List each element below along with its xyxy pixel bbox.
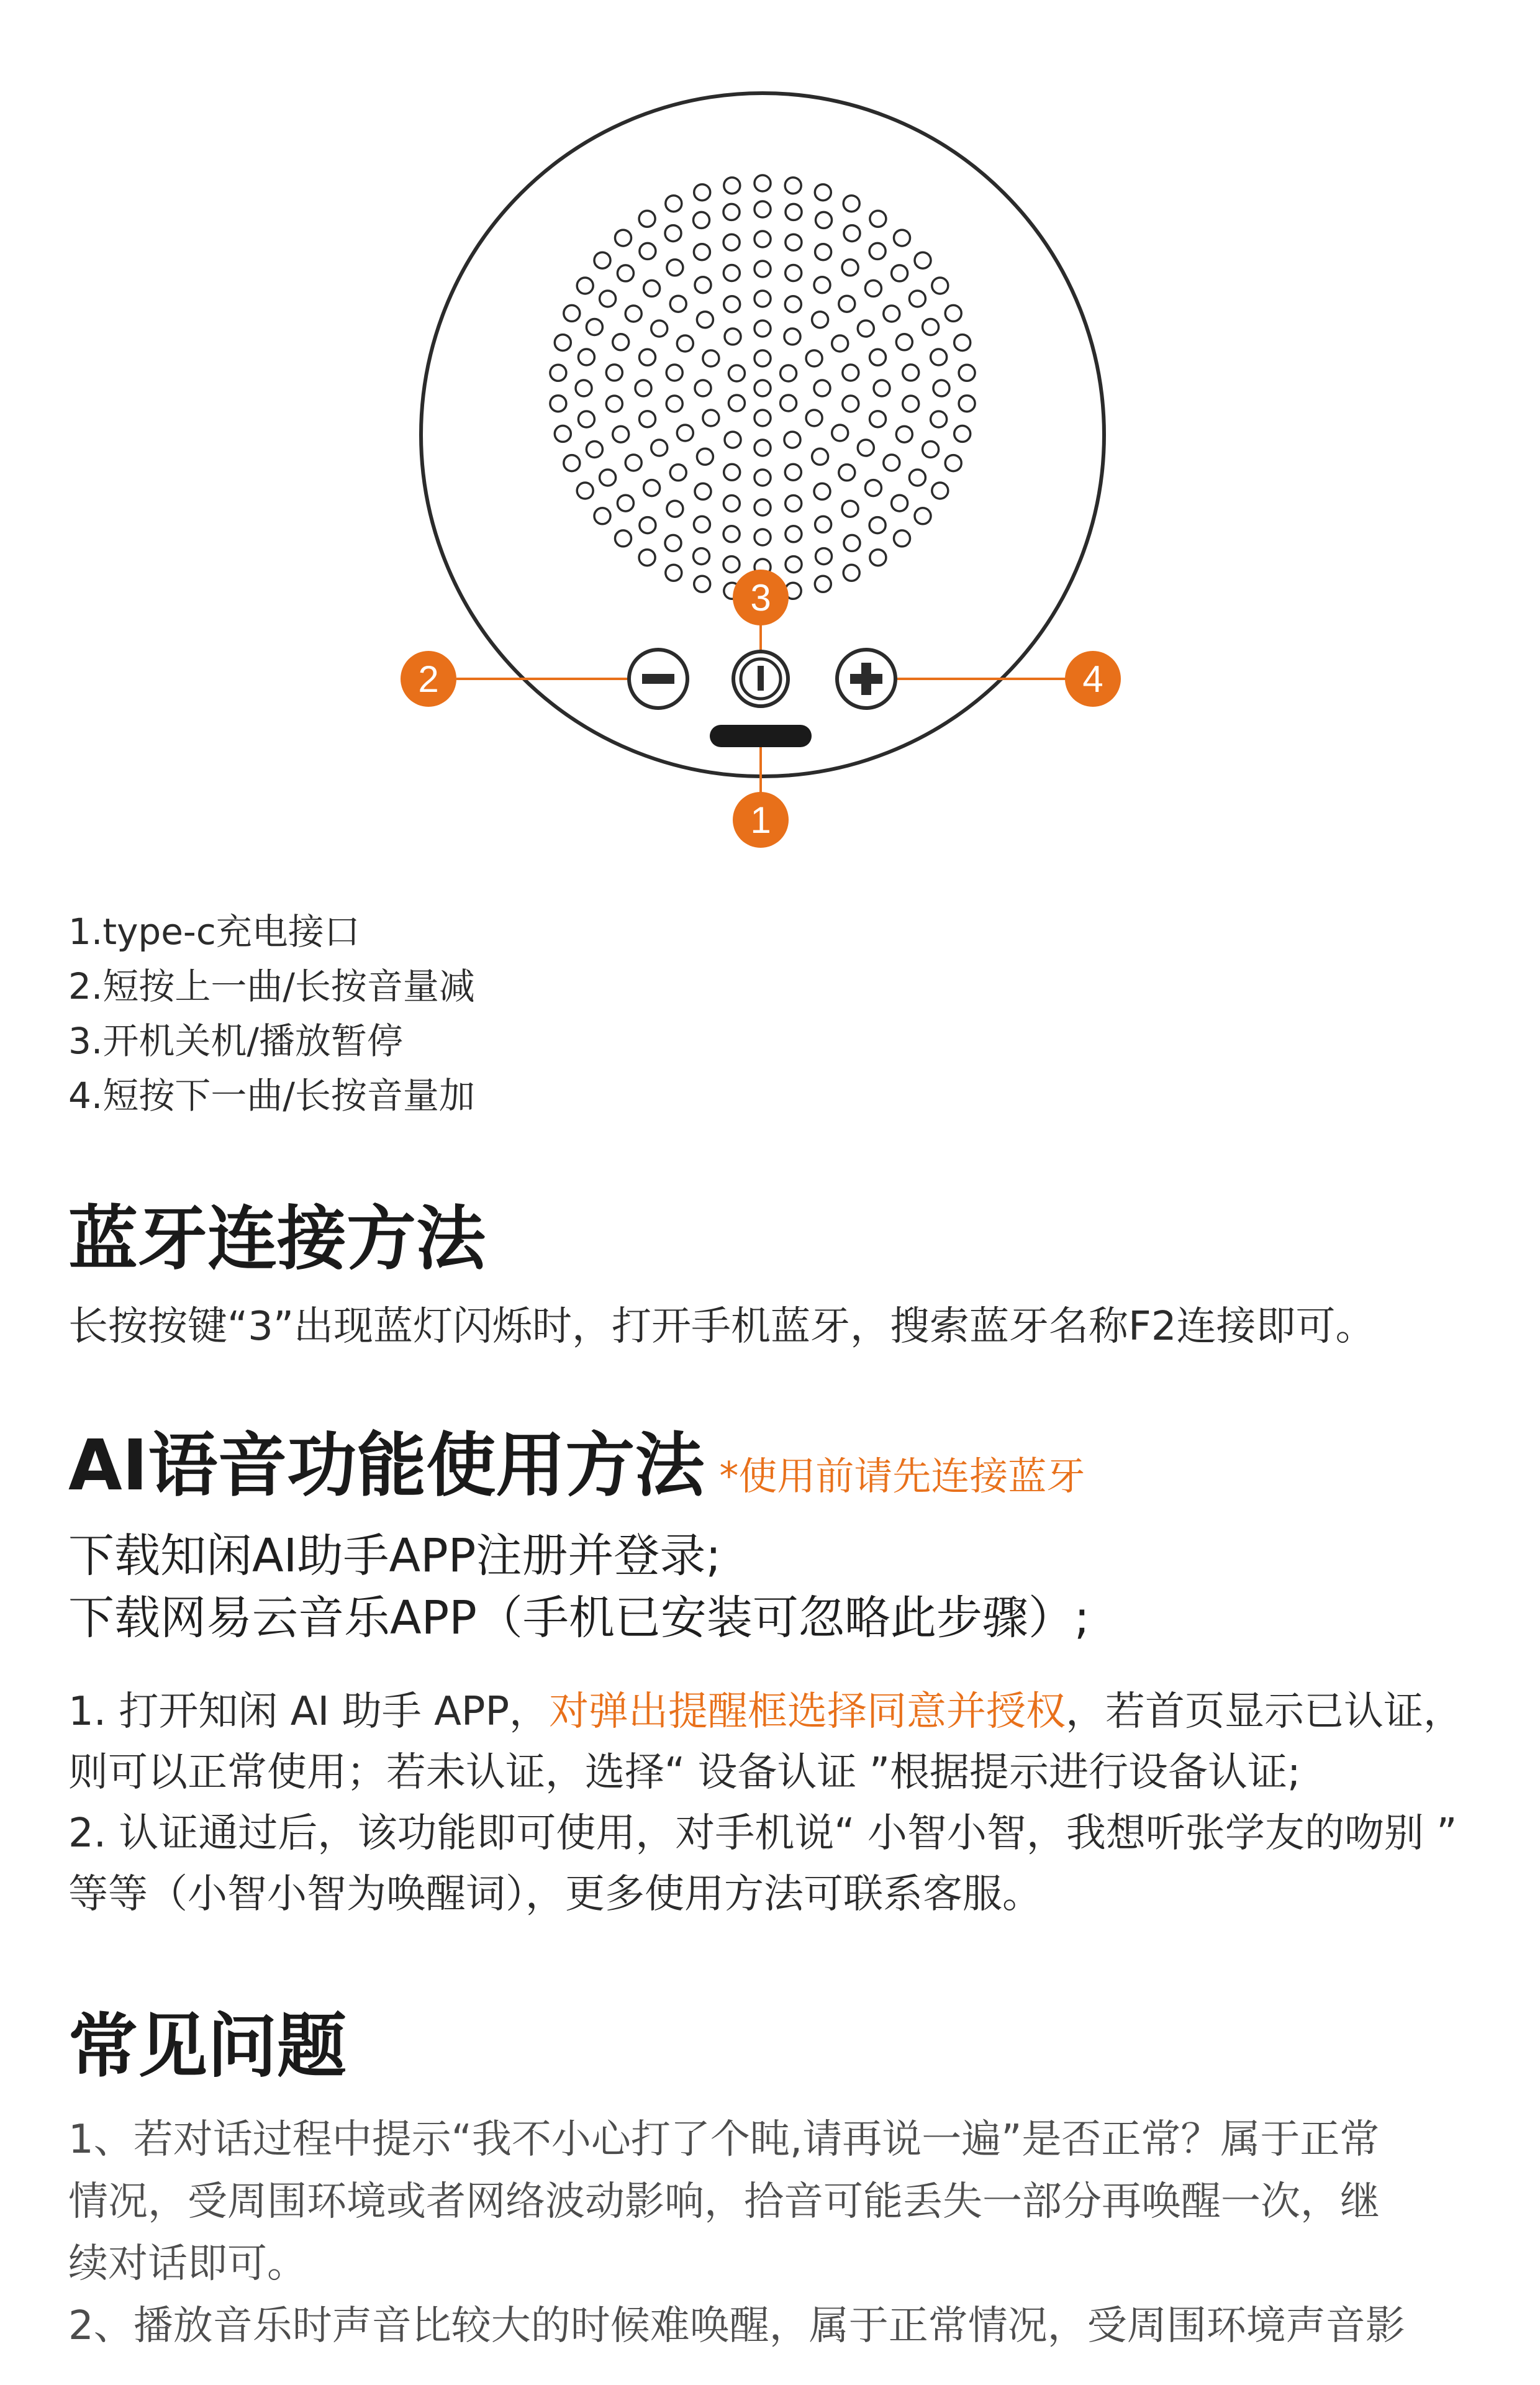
speaker-grille (550, 175, 975, 601)
faq-title: 常见问题 (68, 2006, 346, 2087)
grille-hole (670, 296, 686, 312)
grille-hole (639, 550, 655, 566)
minus-button[interactable] (629, 650, 687, 708)
faq-line-3: 续对话即可。 (68, 2241, 307, 2287)
grille-hole (754, 175, 771, 191)
grille-hole (600, 291, 616, 307)
grille-hole (667, 501, 683, 517)
grille-hole (625, 455, 641, 471)
grille-hole (613, 426, 629, 442)
grille-hole (724, 178, 740, 194)
grille-hole (785, 296, 801, 312)
grille-hole (644, 280, 660, 296)
grille-hole (915, 252, 931, 268)
grille-hole (870, 550, 886, 566)
grille-hole (786, 556, 802, 573)
grille-hole (578, 349, 594, 365)
callout-badge-1 (733, 792, 789, 848)
grille-hole (869, 243, 886, 259)
ai-step1-prefix: 1. 打开知闲 AI 助手 APP， (68, 1689, 550, 1735)
grille-hole (832, 335, 848, 352)
grille-hole (754, 529, 771, 545)
grille-hole (697, 448, 713, 465)
grille-hole (954, 335, 971, 351)
grille-hole (959, 365, 975, 381)
grille-hole (754, 261, 771, 277)
grille-hole (786, 234, 802, 250)
grille-hole (555, 425, 571, 442)
grille-hole (617, 265, 633, 281)
legend-item-3: 3.开机关机/播放暂停 (68, 1020, 403, 1062)
callout-badge-3 (733, 570, 789, 625)
grille-hole (754, 470, 771, 486)
grille-hole (959, 396, 975, 412)
speaker-diagram (0, 0, 1540, 882)
grille-hole (870, 349, 886, 365)
grille-hole (923, 442, 939, 458)
grille-hole (816, 548, 832, 565)
grille-hole (695, 277, 711, 293)
grille-hole (600, 470, 616, 486)
grille-hole (784, 432, 800, 448)
bluetooth-text: 长按按键“3”出现蓝灯闪烁时，打开手机蓝牙，搜索蓝牙名称F2连接即可。 (68, 1304, 1375, 1350)
grille-hole (814, 483, 830, 499)
ai-title-heading (68, 1422, 1085, 1520)
grille-hole (550, 365, 566, 381)
grille-hole (839, 465, 855, 481)
grille-hole (723, 526, 740, 542)
ai-note: *使用前请先连接蓝牙 (719, 1453, 1085, 1499)
callout-label-3: 3 (750, 577, 771, 619)
grille-hole (594, 508, 610, 524)
grille-hole (843, 565, 859, 581)
grille-hole (640, 243, 656, 259)
grille-hole (869, 517, 886, 534)
grille-hole (625, 306, 641, 322)
grille-hole (677, 425, 693, 441)
grille-hole (932, 278, 948, 294)
grille-hole (786, 496, 802, 512)
callout-label-2: 2 (418, 658, 439, 700)
grille-hole (666, 565, 682, 581)
legend-item-1: 1.type-c充电接口 (68, 911, 360, 953)
grille-hole (723, 496, 740, 512)
grille-hole (933, 380, 949, 396)
grille-hole (695, 483, 711, 499)
grille-hole (843, 365, 859, 381)
ai-download-2: 下载网易云音乐APP（手机已安装可忽略此步骤）; (68, 1591, 1090, 1645)
grille-hole (814, 380, 830, 396)
grille-hole (639, 211, 655, 227)
grille-hole (923, 319, 939, 335)
plus-button[interactable] (837, 650, 895, 708)
grille-hole (931, 411, 947, 427)
legend-item-4: 4.短按下一曲/长按音量加 (68, 1074, 475, 1117)
grille-hole (694, 244, 710, 260)
grille-hole (844, 535, 860, 551)
grille-hole (909, 470, 925, 486)
grille-hole (651, 320, 668, 337)
grille-hole (754, 350, 771, 366)
grille-hole (586, 319, 602, 335)
grille-hole (843, 196, 859, 212)
grille-hole (564, 305, 580, 321)
grille-hole (640, 517, 656, 534)
grille-hole (896, 334, 912, 350)
grille-hole (785, 178, 801, 194)
ai-step2-line2: 等等（小智小智为唤醒词），更多使用方法可联系客服。 (68, 1871, 1042, 1917)
grille-hole (697, 312, 713, 328)
callout-label-1: 1 (750, 799, 771, 841)
grille-hole (640, 411, 656, 427)
grille-hole (754, 380, 771, 396)
grille-hole (694, 516, 710, 532)
grille-hole (870, 211, 886, 227)
grille-hole (665, 535, 681, 551)
grille-hole (786, 204, 802, 220)
grille-hole (606, 365, 622, 381)
faq-line-4: 2、播放音乐时声音比较大的时候难唤醒，属于正常情况，受周围环境声音影 (68, 2303, 1405, 2349)
callout-badge-2 (401, 651, 456, 707)
grille-hole (892, 495, 908, 511)
grille-hole (945, 455, 961, 471)
ai-title: AI语音功能使用方法 (68, 1425, 705, 1506)
grille-hole (564, 455, 580, 471)
grille-hole (842, 260, 858, 276)
grille-hole (666, 396, 682, 412)
grille-hole (725, 432, 741, 448)
grille-hole (723, 204, 740, 220)
grille-hole (839, 296, 855, 312)
grille-hole (666, 196, 682, 212)
grille-hole (724, 296, 740, 312)
faq-line-1: 1、若对话过程中提示“我不小心打了个盹,请再说一遍”是否正常？属于正常 (68, 2117, 1380, 2163)
grille-hole (865, 280, 881, 296)
grille-hole (870, 411, 886, 427)
grille-hole (754, 440, 771, 456)
ai-step2-line1: 2. 认证通过后，该功能即可使用，对手机说“ 小智小智，我想听张学友的吻别 ” (68, 1810, 1457, 1856)
type-c-port (710, 725, 812, 747)
grille-hole (812, 312, 828, 328)
grille-hole (932, 483, 948, 499)
grille-hole (812, 448, 828, 465)
grille-hole (884, 306, 900, 322)
grille-hole (694, 212, 710, 228)
grille-hole (832, 425, 848, 441)
grille-hole (945, 305, 961, 321)
grille-hole (578, 411, 594, 427)
power-icon (758, 666, 764, 691)
grille-hole (665, 225, 681, 242)
grille-hole (617, 495, 633, 511)
grille-hole (723, 265, 740, 281)
grille-hole (695, 380, 711, 396)
grille-hole (550, 396, 566, 412)
grille-hole (667, 260, 683, 276)
grille-hole (615, 530, 632, 547)
grille-hole (786, 265, 802, 281)
callout-label-4: 4 (1082, 658, 1103, 700)
grille-hole (892, 265, 908, 281)
grille-hole (723, 234, 740, 250)
grille-hole (754, 410, 771, 426)
grille-hole (651, 440, 668, 456)
grille-hole (815, 244, 831, 260)
ai-step1-suffix: ，若首页显示已认证， (1066, 1689, 1464, 1735)
grille-hole (754, 231, 771, 247)
grille-hole (694, 576, 710, 592)
grille-hole (816, 212, 832, 228)
grille-hole (754, 320, 771, 337)
grille-hole (894, 230, 910, 246)
grille-hole (703, 410, 719, 426)
grille-hole (785, 464, 801, 480)
grille-hole (586, 442, 602, 458)
grille-hole (555, 335, 571, 351)
grille-hole (842, 501, 858, 517)
grille-hole (781, 365, 797, 381)
grille-hole (806, 410, 822, 426)
ai-step1-line2: 则可以正常使用；若未认证，选择“ 设备认证 ”根据提示进行设备认证; (68, 1750, 1301, 1796)
grille-hole (613, 334, 629, 350)
ai-step1-line1 (68, 1683, 1463, 1740)
bluetooth-title: 蓝牙连接方法 (68, 1199, 486, 1279)
grille-hole (896, 426, 912, 442)
power-button[interactable] (733, 652, 788, 706)
grille-hole (858, 440, 874, 456)
grille-hole (781, 395, 797, 411)
grille-hole (815, 184, 831, 201)
grille-hole (806, 350, 822, 366)
grille-hole (903, 365, 919, 381)
grille-hole (844, 225, 860, 242)
callout-badge-4 (1065, 651, 1121, 707)
grille-hole (843, 396, 859, 412)
grille-hole (874, 380, 890, 396)
grille-hole (725, 329, 741, 345)
grille-hole (635, 380, 651, 396)
grille-hole (724, 464, 740, 480)
ai-download-1: 下载知闲AI助手APP注册并登录; (68, 1529, 722, 1583)
grille-hole (858, 320, 874, 337)
grille-hole (640, 349, 656, 365)
grille-hole (894, 530, 910, 547)
grille-hole (954, 425, 971, 442)
grille-hole (615, 230, 632, 246)
minus-icon (642, 674, 674, 684)
grille-hole (865, 480, 881, 496)
grille-hole (728, 365, 745, 381)
grille-hole (703, 350, 719, 366)
grille-hole (754, 291, 771, 307)
grille-hole (754, 201, 771, 217)
grille-hole (903, 396, 919, 412)
grille-hole (784, 329, 800, 345)
grille-hole (694, 548, 710, 565)
grille-hole (728, 395, 745, 411)
grille-hole (909, 291, 925, 307)
faq-line-2: 情况，受周围环境或者网络波动影响，拾音可能丢失一部分再唤醒一次，继 (68, 2179, 1380, 2225)
grille-hole (694, 184, 710, 201)
grille-hole (814, 277, 830, 293)
grille-hole (606, 396, 622, 412)
legend-item-2: 2.短按上一曲/长按音量减 (68, 965, 475, 1007)
grille-hole (670, 465, 686, 481)
grille-hole (644, 480, 660, 496)
grille-hole (723, 556, 740, 573)
grille-hole (786, 526, 802, 542)
grille-hole (931, 349, 947, 365)
grille-hole (915, 508, 931, 524)
grille-hole (754, 499, 771, 516)
grille-hole (576, 380, 592, 396)
grille-hole (815, 576, 831, 592)
ai-step1-highlight: 对弹出提醒框选择同意并授权 (549, 1689, 1066, 1735)
grille-hole (577, 483, 593, 499)
grille-hole (884, 455, 900, 471)
grille-hole (815, 516, 831, 532)
grille-hole (666, 365, 682, 381)
grille-hole (677, 335, 693, 352)
grille-hole (577, 278, 593, 294)
grille-hole (594, 252, 610, 268)
